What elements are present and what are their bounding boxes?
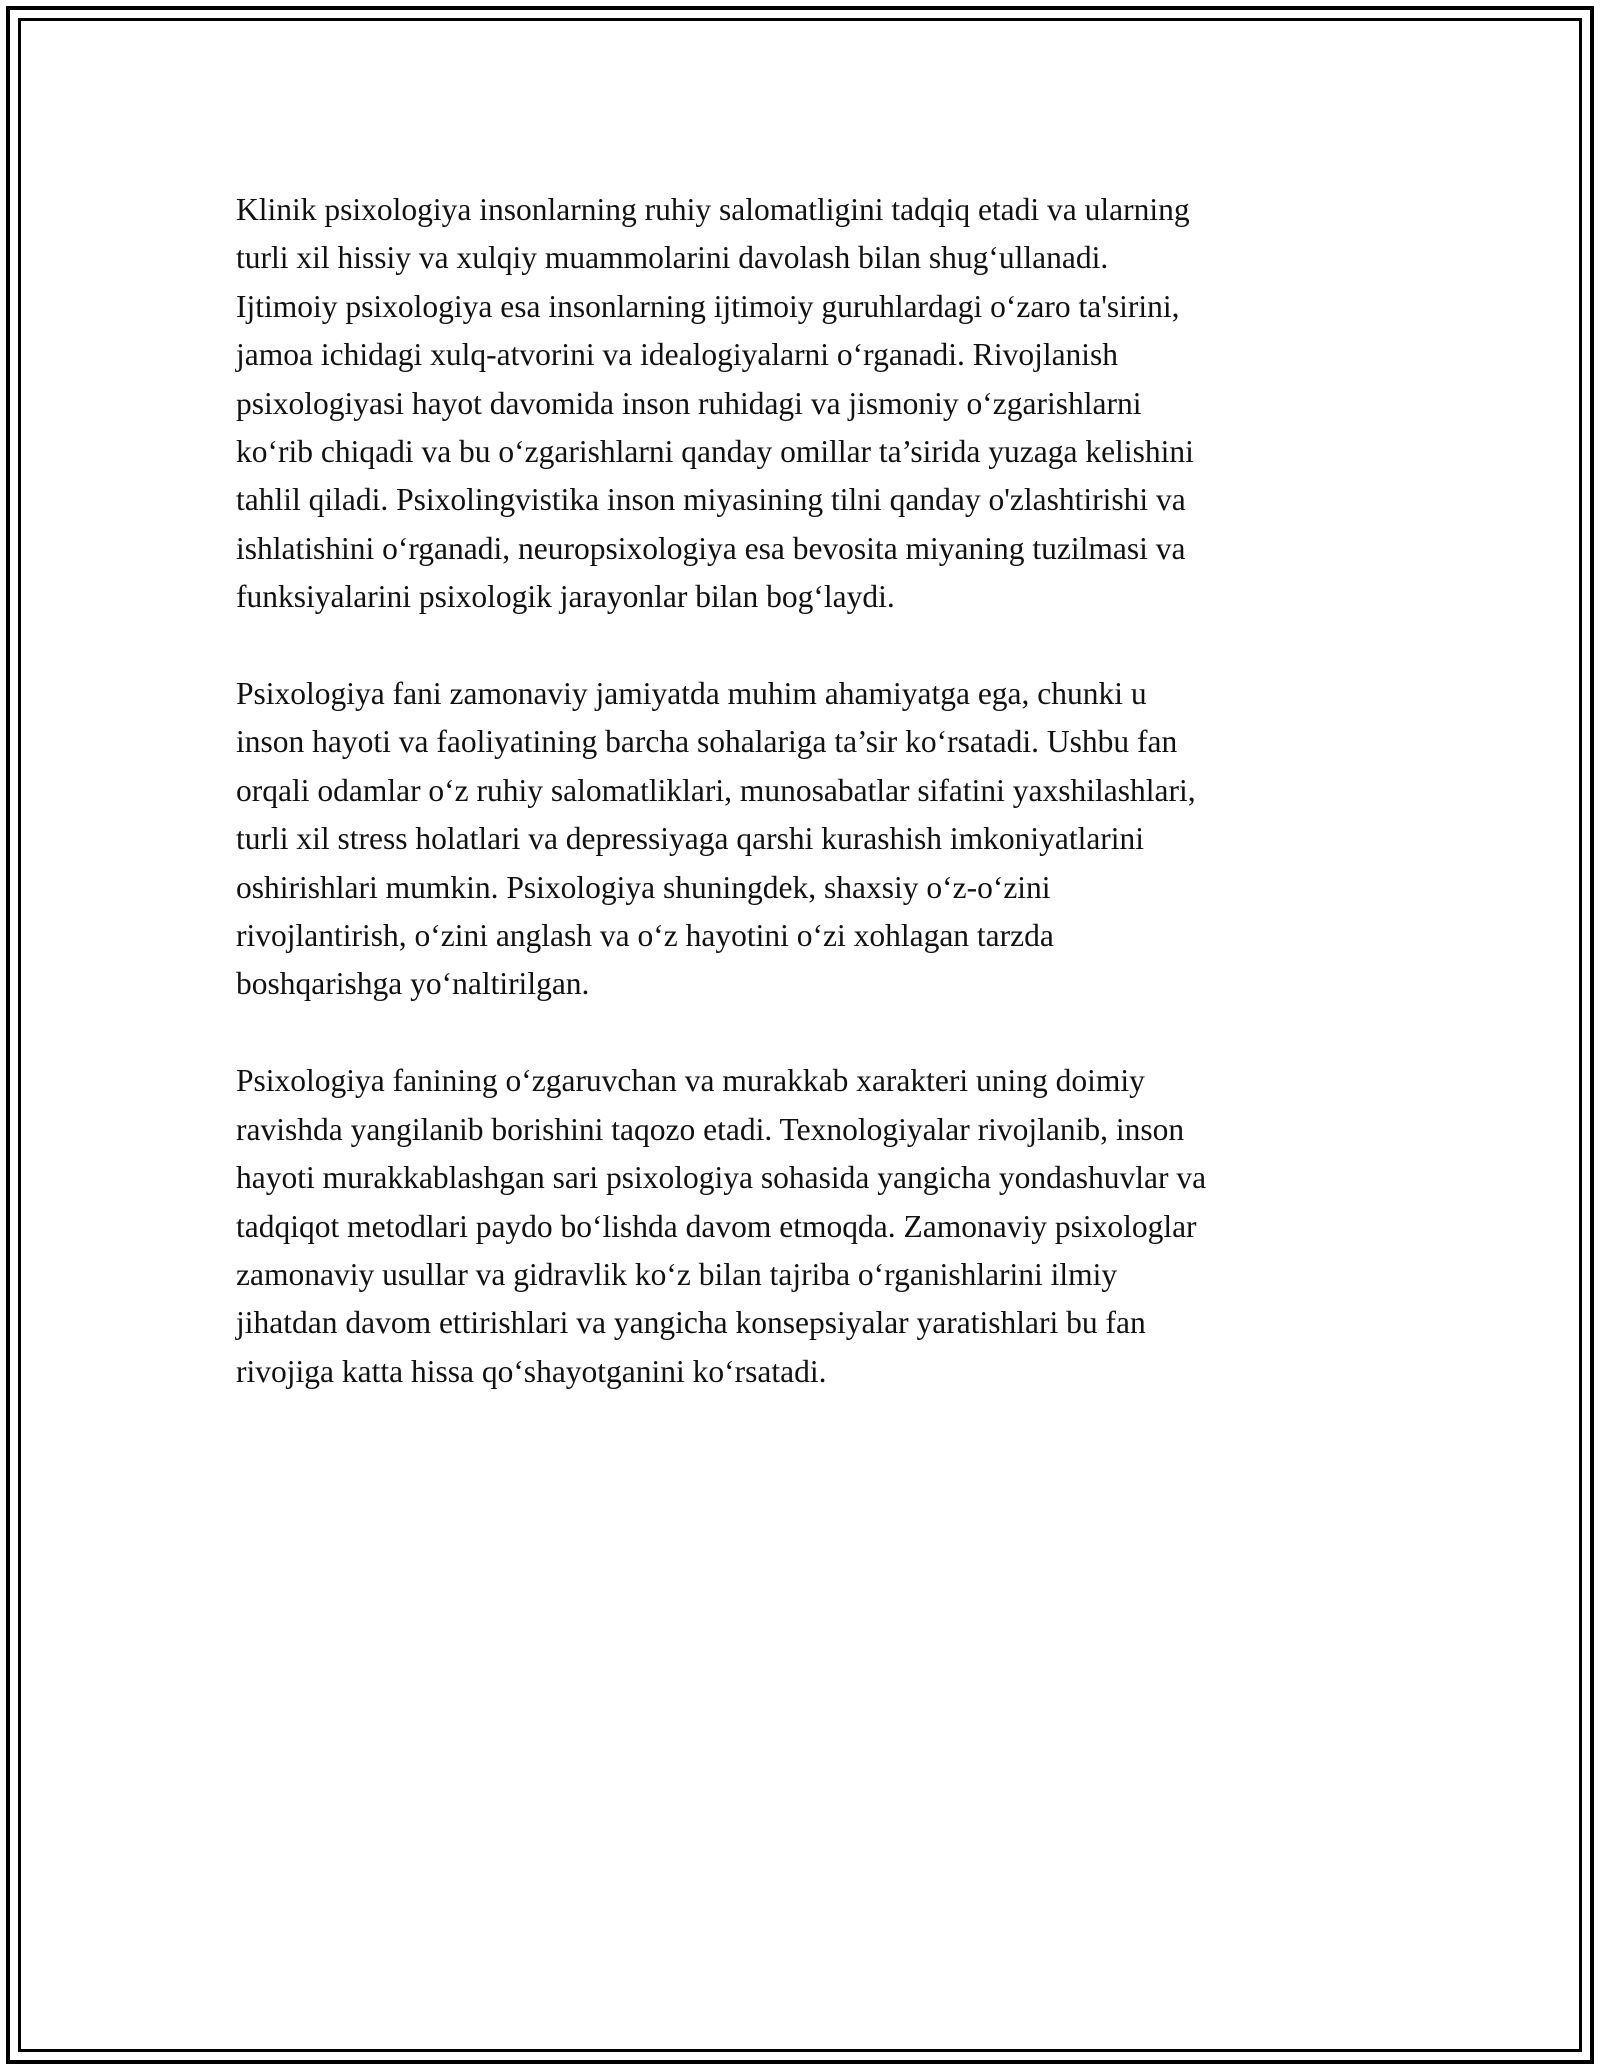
paragraph-1: Klinik psixologiya insonlarning ruhiy salomatligini tadqiq etadi va ularning turli xil hissiy va xulqiy muammolarini davolash bilan shug‘ullanadi. Ijtimoiy psixologiya esa insonlarning ijtimoiy guruhlardagi o‘zaro ta'sirini, jamoa ichidagi xulq-atvorini va idealogiyalarni o‘rganadi. Rivojlanish psixologiyasi hayot davomida inson ruhidagi va jismoniy o‘zgarishlarni ko‘rib chiqadi va bu o‘zgarishlarni qanday omillar ta’sirida yuzaga kelishini tahlil qiladi. Psixolingvistika inson miyasining tilni qanday o'zlashtirishi va ishlatishini o‘rganadi, neuropsixologiya esa bevosita miyaning tuzilmasi va funksiyalarini psixologik jarayonlar bilan bog‘laydi. bbox=[236, 192, 1194, 615]
paragraph-3: Psixologiya fanining o‘zgaruvchan va murakkab xarakteri uning doimiy ravishda yangilanib borishini taqozo etadi. Texnologiyalar rivojlanib, inson hayoti murakkablashgan sari psixologiya sohasida yangicha yondashuvlar va tadqiqot metodlari paydo bo‘lishda davom etmoqda. Zamonaviy psixologlar zamonaviy usullar va gidravlik ko‘z bilan tajriba o‘rganishlarini ilmiy jihatdan davom ettirishlari va yangicha konsepsiyalar yaratishlari bu fan rivojiga katta hissa qo‘shayotganini ko‘rsatadi. bbox=[236, 1063, 1207, 1389]
document-body bbox=[236, 186, 1396, 1445]
paragraph-2: Psixologiya fani zamonaviy jamiyatda muhim ahamiyatga ega, chunki u inson hayoti va faoliyatining barcha sohalariga ta’sir ko‘rsatadi. Ushbu fan orqali odamlar o‘z ruhiy salomatliklari, munosabatlar sifatini yaxshilashlari, turli xil stress holatlari va depressiyaga qarshi kurashish imkoniyatlarini oshirishlari mumkin. Psixologiya shuningdek, shaxsiy o‘z-o‘zini rivojlantirish, o‘zini anglash va o‘z hayotini o‘zi xohlagan tarzda boshqarishga yo‘naltirilgan. bbox=[236, 676, 1196, 1002]
